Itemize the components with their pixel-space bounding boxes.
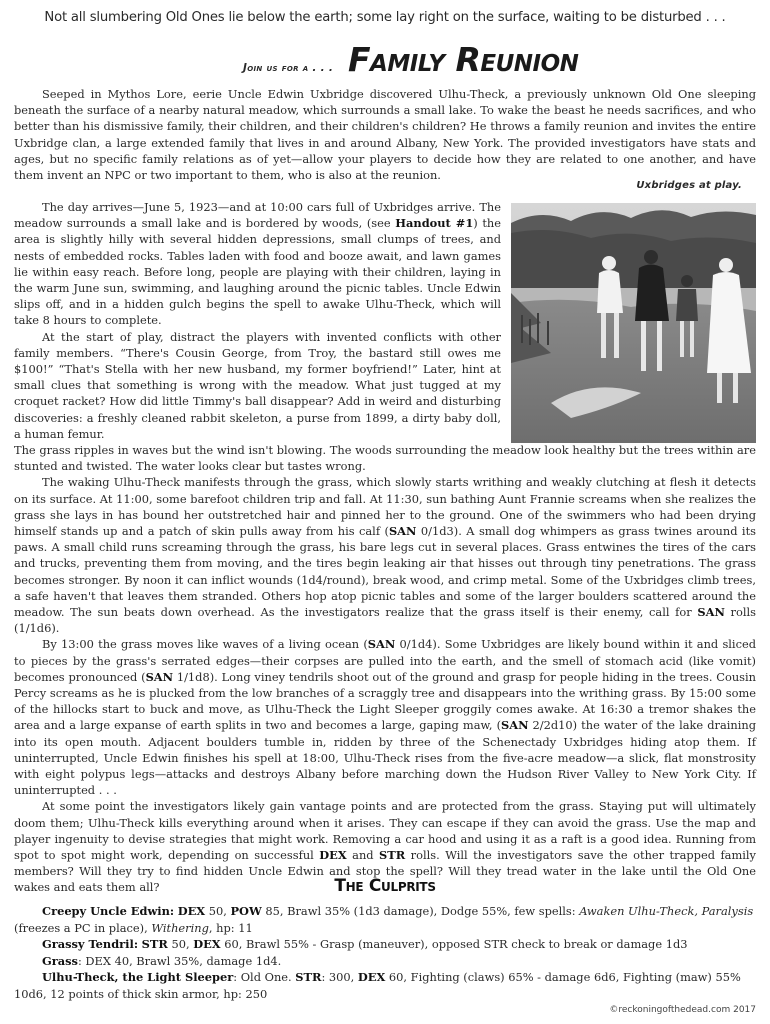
page-title: Family Reunion bbox=[348, 40, 579, 79]
stat-uncle-edwin: Creepy Uncle Edwin: DEX 50, POW 85, Brawl 35% (1d3 damage), Dodge 55%, few spells: Awaken Ulhu-Theck, Paralysis (freezes a PC in place), Withering, hp: 11 bbox=[14, 904, 754, 935]
culprits-heading: The Culprits bbox=[334, 876, 436, 896]
intro-text: Seeped in Mythos Lore, eerie Uncle Edwin Uxbridge discovered Ulhu-Theck, a previously unknown Old One sleeping beneath the surface of a nearby natural meadow, which surrounds a small lake. To wake the beast he needs sacrifices, and who better than his dismissive family, their children, and their children's children? He throws a family reunion and invites the entire Uxbridge clan, a large extended family that lives in and around Albany, New York. The provided investigators have stats and ages, but no specific family relations as of yet—allow your players to decide how they are related to one another, and have them invent an NPC or two important to them, who is also at the reunion. bbox=[14, 87, 756, 183]
reunion-photo bbox=[511, 203, 756, 443]
left-column bbox=[14, 199, 501, 442]
paragraph-grass-ripples: The grass ripples in waves but the wind isn't blowing. The woods surrounding the meadow look healthy but the trees within are stunted and twisted. The water looks clear but tastes wrong. bbox=[14, 443, 756, 474]
stat-grassy-tendril: Grassy Tendril: STR 50, DEX 60, Brawl 55% - Grasp (maneuver), opposed STR check to break or damage 1d3 bbox=[42, 937, 688, 952]
handout-ref: Handout #1 bbox=[395, 216, 474, 231]
stat-ulhu-theck: Ulhu-Theck, the Light Sleeper: Old One. STR: 300, DEX 60, Fighting (claws) 65% - damage 6d6, Fighting (maw) 55% 10d6, 12 points of thick skin armor, hp: 250 bbox=[14, 970, 741, 1001]
paragraph-start-of-play: At the start of play, distract the players with invented conflicts with other family members. “There's Cousin George, from Troy, the bastard still owes me $100!” “That's Stella with her new husband, my former boyfriend!” Later, hint at small clues that something is wrong with the meadow. What just tugged at my croquet racket? How did little Timmy's ball disappear? Add in weird and disturbing discoveries: a freshly cleaned rabbit skeleton, a purse from 1899, a dirty baby doll, a human femur. bbox=[14, 329, 501, 441]
photo-illustration bbox=[511, 203, 756, 443]
title-row bbox=[0, 38, 770, 80]
stat-grass: Grass: DEX 40, Brawl 35%, damage 1d4. bbox=[42, 953, 282, 968]
tagline: Not all slumbering Old Ones lie below the earth; some lay right on the surface, waiting to be disturbed . . . bbox=[44, 10, 726, 25]
paragraph-by-1300: By 13:00 the grass moves like waves of a living ocean (SAN 0/1d4). Some Uxbridges are likely bound within it and sliced to pieces by the grass's serrated edges—their corpses are pulled into the earth, and the smell of stomach acid (like vomit) becomes pronounced (SAN 1/1d8). Long viney tendrils shoot out of the ground and grasp for people hiding in the trees. Cousin Percy screams as he is plucked from the low branches of a scraggly tree and disappears into the writhing grass. By 15:00 some of the hillocks start to buck and move, as Ulhu-Theck the Light Sleeper groggily comes awake. At 16:30 a tremor shakes the area and a large expanse of earth splits in two and becomes a large, gaping maw, (SAN 2/2d10) the water of the lake draining into its open mouth. Adjacent boulders tumble in, ridden by three of the Schenectady Uxbridges hiding atop them. If uninterrupted, Uncle Edwin finishes his spell at 18:00, Ulhu-Theck rises from the five-acre meadow—a slick, flat monstrosity with eight polypus legs—attacks and destroys Albany before marching down the Hudson River Valley to New York City. If uninterrupted . . . bbox=[14, 637, 756, 798]
copyright: ©reckoningofthedead.com 2017 bbox=[609, 1005, 756, 1015]
join-us-label: Join us for a . . . bbox=[243, 62, 334, 74]
intro-paragraph bbox=[14, 86, 756, 183]
section-label: Uxbridges at play. bbox=[636, 180, 742, 191]
culprits-stats bbox=[14, 903, 756, 1003]
main-text bbox=[14, 442, 756, 896]
paragraph-waking: The waking Ulhu-Theck manifests through the grass, which slowly starts writhing and weakly clutching at flesh it detects on its surface. At 11:00, some barefoot children trip and fall. At 11:30, sun bathing Aunt Frannie screams when she realizes the grass she lays in has bound her outstretched hair and pinned her to the ground. One of the swimmers who had been drying himself stands up and a patch of skin pulls away from his calf (SAN 0/1d3). A small dog whimpers as grass twines around its paws. A small child runs screaming through the grass, his bare legs cut in several places. Grass entwines the tires of the cars and trucks, preventing them from moving, and the tires begin leaking air that hisses out through tiny penetrations. The grass becomes stronger. By noon it can inflict wounds (1d4/round), break wood, and crimp metal. Some of the Uxbridges climb trees, a safe haven't that leaves them stranded. Others hop atop picnic tables and some of the larger boulders scattered around the meadow. The sun beats down overhead. As the investigators realize that the grass itself is their enemy, call for SAN rolls (1/1d6). bbox=[14, 475, 757, 636]
paragraph-day-arrives: The day arrives—June 5, 1923—and at 10:00 cars full of Uxbridges arrive. The meadow surrounds a small lake and is bordered by woods, (see Handout #1) the area is slightly hilly with several hidden depressions, small clumps of trees, and nests of embedded rocks. Tables laden with food and booze await, and lawn games lie within easy reach. Before long, people are playing with their children, laying in the warm June sun, swimming, and laughing around the picnic tables. Uncle Edwin slips off, and in a hidden gulch begins the spell to awake Ulhu-Theck, which will take 8 hours to complete. bbox=[14, 200, 501, 328]
paragraph-vantage-points: At some point the investigators likely gain vantage points and are protected from the grass. Staying put will ultimately doom them; Ulhu-Theck kills everything around when it arises. They can escape if they can avoid the grass. Use the map and player ingenuity to devise strategies that might work. Removing a car hood and using it as a raft is a good idea. Running from spot to spot might work, depending on successful DEX and STR rolls. Will the investigators save the other trapped family members? Will they try to find hidden Uncle Edwin and stop the spell? Will they tread water in the lake until the Old One wakes and eats them all? bbox=[14, 799, 756, 895]
